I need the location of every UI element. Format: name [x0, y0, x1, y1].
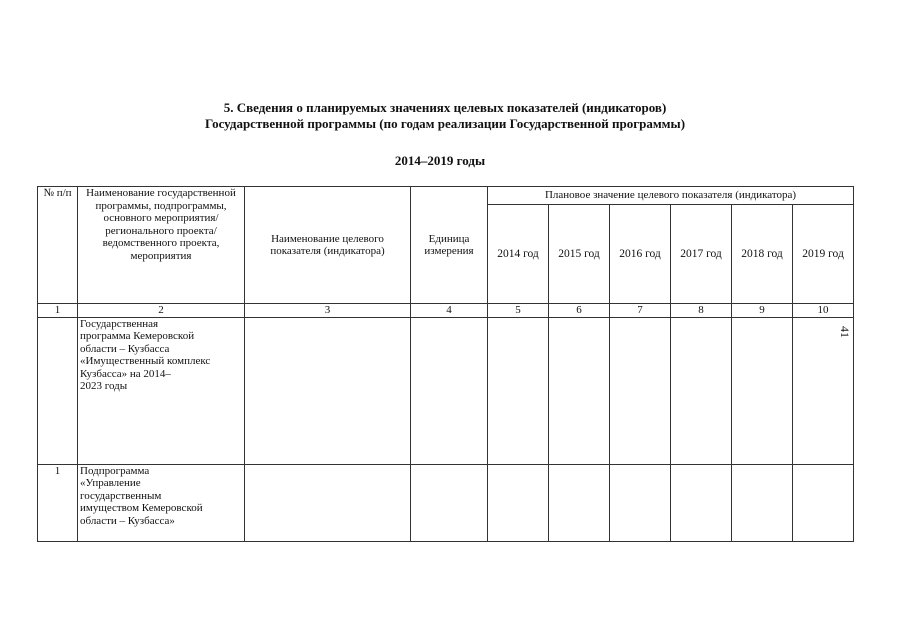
empty-cell	[671, 317, 732, 464]
empty-cell	[488, 464, 549, 541]
row-name	[78, 317, 245, 464]
header-row-1	[38, 187, 854, 205]
empty-cell	[549, 317, 610, 464]
col-number: 2	[78, 304, 245, 318]
row-name-line: области – Кузбасса»	[80, 514, 175, 527]
row-name-line: программа Кемеровской	[80, 330, 195, 342]
row-name-line: 2023 годы	[80, 380, 128, 392]
header-year-2014: 2014 год	[488, 205, 549, 304]
period-heading: 2014–2019 годы	[394, 153, 486, 168]
empty-cell	[411, 464, 488, 541]
col-number: 9	[732, 304, 793, 318]
row-name-line: области – Кузбасса	[80, 342, 170, 355]
row-name-line: Государственная	[80, 317, 159, 330]
header-num: № п/п	[38, 187, 78, 304]
empty-cell	[671, 464, 732, 541]
empty-cell	[411, 317, 488, 464]
row-number	[38, 317, 78, 464]
row-name-line: «Управление	[80, 477, 141, 489]
title-line-1: 5. Сведения о планируемых значениях целевых показателей (индикаторов)	[223, 100, 667, 115]
page-number: 41	[838, 326, 852, 338]
empty-cell	[245, 464, 411, 541]
header-year-2015: 2015 год	[549, 205, 610, 304]
col-number: 4	[411, 304, 488, 318]
header-unit: Единица измерения	[411, 187, 488, 304]
col-number: 10	[793, 304, 854, 318]
row-name-line: государственным	[80, 489, 162, 502]
empty-cell	[245, 317, 411, 464]
row-name	[78, 464, 245, 541]
row-name-line: Кузбасса» на 2014–	[80, 367, 171, 380]
title-line-2: Государственной программы (по годам реализации Государственной программы)	[204, 116, 686, 131]
table-row	[38, 464, 854, 541]
empty-cell	[610, 317, 671, 464]
row-name-line: Подпрограмма	[80, 464, 150, 477]
col-number: 3	[245, 304, 411, 318]
col-number: 5	[488, 304, 549, 318]
empty-cell	[549, 464, 610, 541]
empty-cell	[732, 464, 793, 541]
empty-cell	[793, 317, 854, 464]
document-title	[0, 100, 890, 132]
table-row	[38, 317, 854, 464]
header-plan-group: Плановое значение целевого показателя (индикатора)	[488, 187, 854, 205]
empty-cell	[610, 464, 671, 541]
header-indicator: Наименование целевого показателя (индикатора)	[245, 187, 411, 304]
column-number-row	[38, 304, 854, 318]
header-year-2016: 2016 год	[610, 205, 671, 304]
empty-cell	[793, 464, 854, 541]
row-name-line: «Имущественный комплекс	[80, 355, 211, 367]
header-year-2017: 2017 год	[671, 205, 732, 304]
col-number: 7	[610, 304, 671, 318]
header-year-2018: 2018 год	[732, 205, 793, 304]
empty-cell	[732, 317, 793, 464]
empty-cell	[488, 317, 549, 464]
col-number: 1	[38, 304, 78, 318]
indicators-table	[37, 186, 854, 542]
row-number: 1	[38, 464, 78, 541]
col-number: 6	[549, 304, 610, 318]
header-name: Наименование государственной программы, подпрограммы, основного мероприятия/ регионального проекта/ ведомственного проекта, мероприятия	[78, 187, 245, 304]
row-name-line: имуществом Кемеровской	[80, 502, 203, 514]
header-year-2019: 2019 год	[793, 205, 854, 304]
col-number: 8	[671, 304, 732, 318]
